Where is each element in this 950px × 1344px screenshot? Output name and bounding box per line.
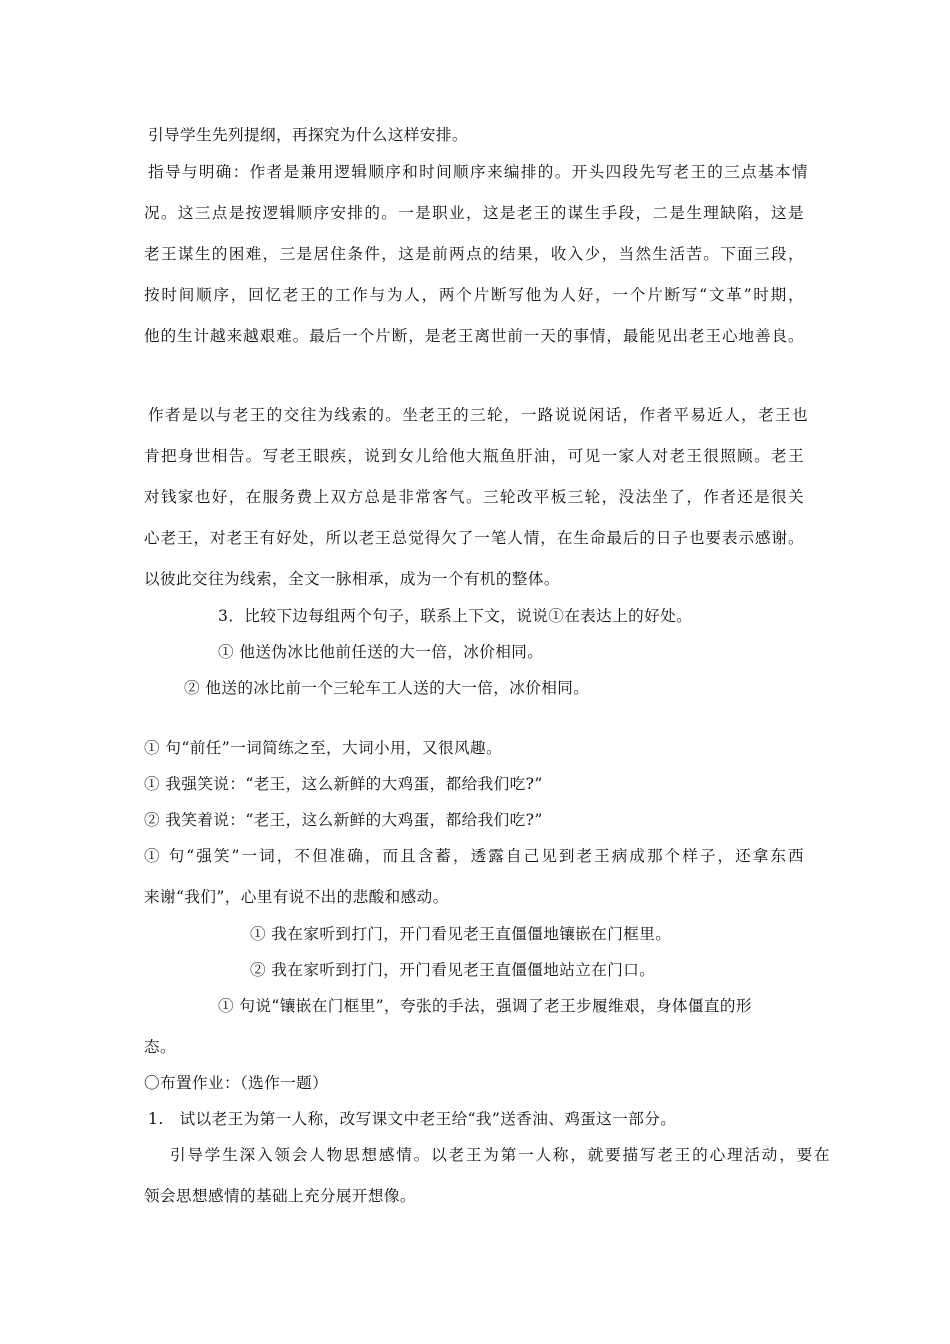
text-line: 引导学生先列提纲，再探究为什么这样安排。 [148,126,468,144]
text-line: 况。这三点是按逻辑顺序安排的。一是职业，这是老王的谋生手段，二是生理缺陷，这是 [144,204,804,222]
text-line: 以彼此交往为线索，全文一脉相承，成为一个有机的整体。 [144,570,560,588]
text-line: 引导学生深入领会人物思想感情。以老王为第一人称，就要描写老王的心理活动，要在 [170,1146,830,1164]
text-line: 指导与明确：作者是兼用逻辑顺序和时间顺序来编排的。开头四段先写老王的三点基本情 [148,163,808,181]
text-line: 他的生计越来越艰难。最后一个片断，是老王离世前一天的事情，最能见出老王心地善良。 [144,327,804,345]
text-line: 对钱家也好，在服务费上双方总是非常客气。三轮改平板三轮，没法坐了，作者还是很关 [144,488,804,506]
sentence-item: ② 他送的冰比前一个三轮车工人送的大一倍，冰价相同。 [184,679,590,697]
sentence-item: ② 我笑着说：“老王，这么新鲜的大鸡蛋，都给我们吃?” [144,811,543,829]
sentence-item: ② 我在家听到打门，开门看见老王直僵僵地站立在门口。 [250,961,656,979]
text-line: ① 句“前任”一词简练之至，大词小用，又很风趣。 [144,739,502,757]
sentence-item: ① 我强笑说：“老王，这么新鲜的大鸡蛋，都给我们吃?” [144,775,543,793]
text-line: 按时间顺序，回忆老王的工作与为人，两个片断写他为人好，一个片断写“文革”时期， [144,286,804,304]
text-line: 来谢“我们”，心里有说不出的悲酸和感动。 [144,888,449,906]
text-line: 肯把身世相告。写老王眼疾，说到女儿给他大瓶鱼肝油，可见一家人对老王很照顾。老王 [144,447,804,465]
question-heading: 3．比较下边每组两个句子，联系上下文，说说①在表达上的好处。 [218,607,693,625]
text-line: 领会思想感情的基础上充分展开想像。 [144,1187,416,1205]
text-line: ① 句“强笑”一词，不但准确，而且含蓄，透露自己见到老王病成那个样子，还拿东西 [144,847,804,865]
homework-item: 1. 试以老王为第一人称，改写课文中老王给“我”送香油、鸡蛋这一部分。 [148,1110,677,1128]
homework-heading: 〇布置作业：（选作一题） [144,1074,329,1092]
text-line: 心老王，对老王有好处，所以老王总觉得欠了一笔人情，在生命最后的日子也要表示感谢。 [144,529,804,547]
text-line: 作者是以与老王的交往为线索的。坐老王的三轮，一路说说闲话，作者平易近人，老王也 [148,406,808,424]
sentence-item: ① 他送伪冰比他前任送的大一倍，冰价相同。 [218,643,544,661]
sentence-item: ① 我在家听到打门，开门看见老王直僵僵地镶嵌在门框里。 [250,925,672,943]
text-line: 老王谋生的困难，三是居住条件，这是前两点的结果，收入少，当然生活苦。下面三段， [144,245,804,263]
text-line: 态。 [144,1038,176,1056]
text-line: ① 句说“镶嵌在门框里”，夸张的手法，强调了老王步履维艰，身体僵直的形 [218,997,752,1015]
